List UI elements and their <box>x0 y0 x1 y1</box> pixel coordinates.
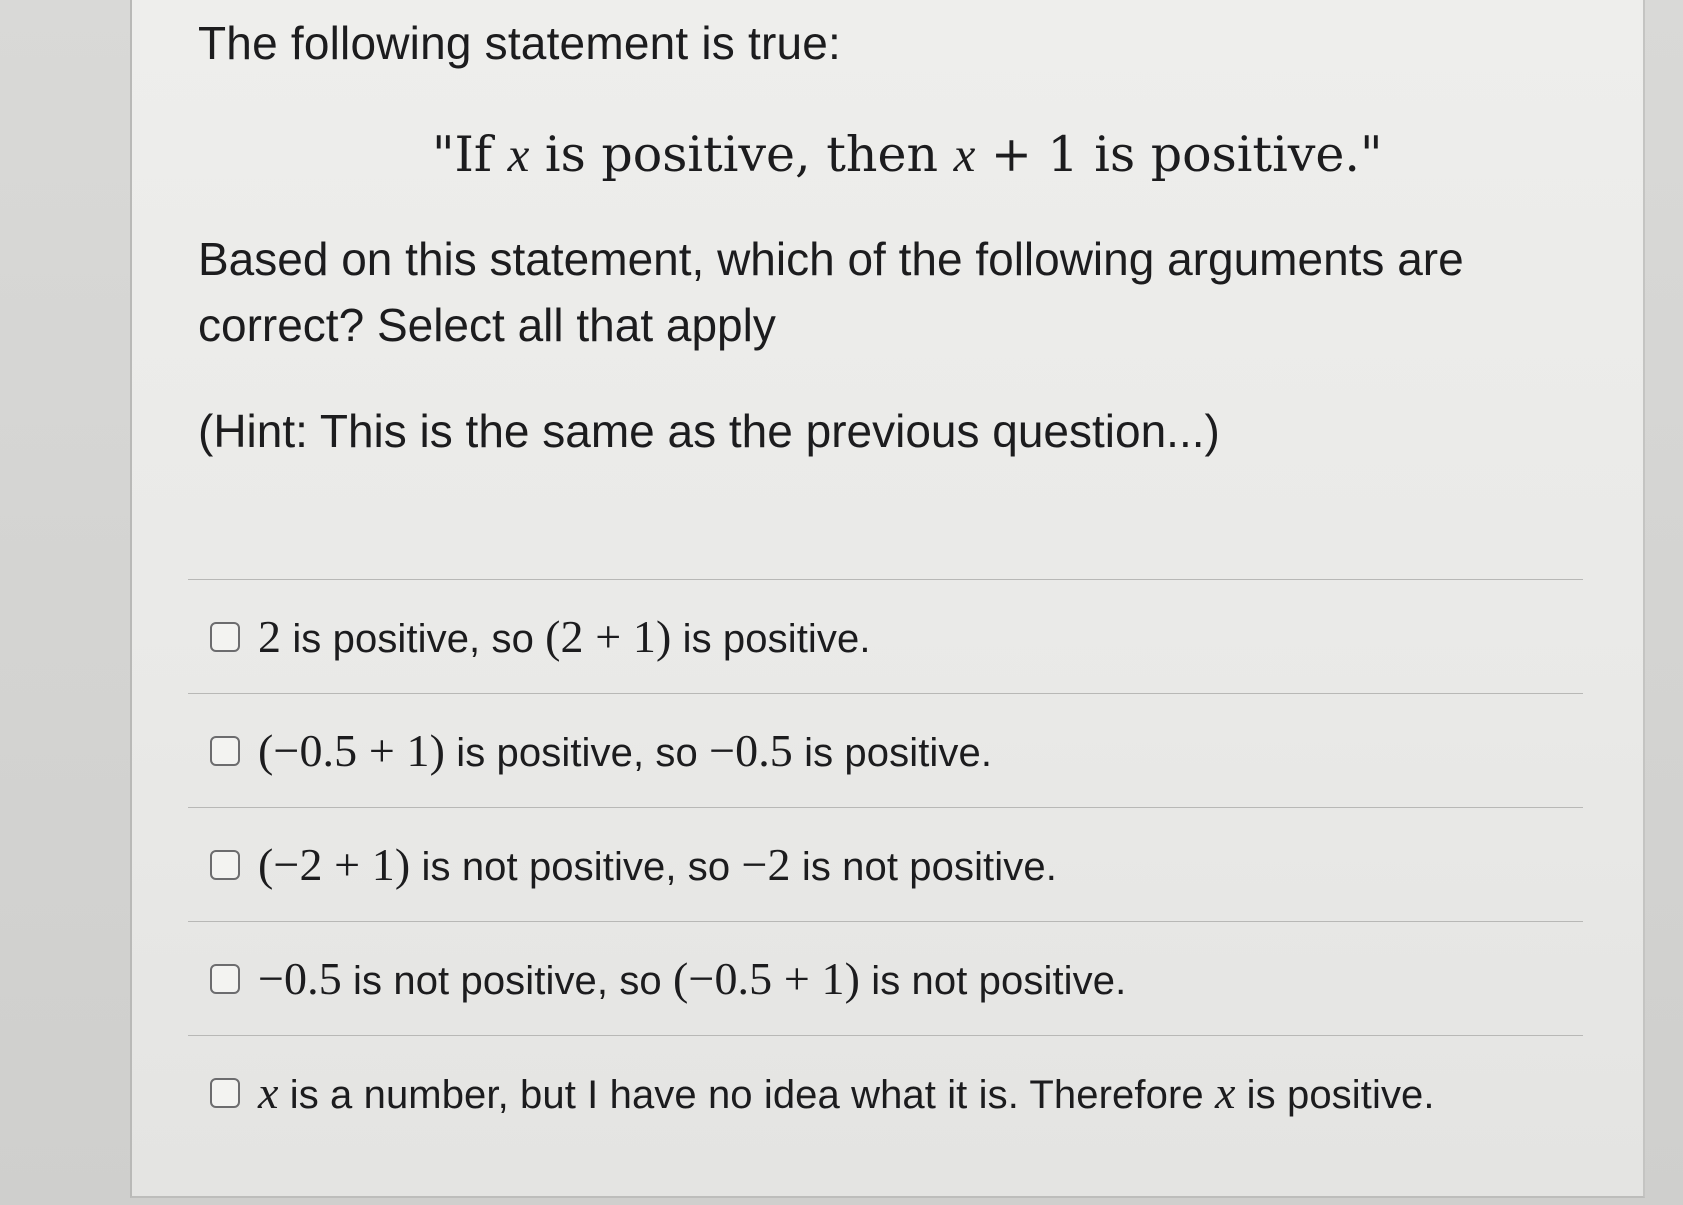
option-text: is positive. <box>671 617 871 661</box>
math-expression: (−0.5 + 1) <box>258 725 446 776</box>
option-3-checkbox[interactable] <box>210 850 240 880</box>
option-1-label[interactable] <box>258 610 871 663</box>
option-text: is positive. <box>1235 1073 1435 1117</box>
math-variable <box>1215 1067 1236 1118</box>
math-expression: (−0.5 + 1) <box>673 953 861 1004</box>
option-text: is positive, so <box>281 617 546 661</box>
option-4[interactable] <box>188 922 1588 1035</box>
math-expression: −0.5 <box>709 725 793 776</box>
option-3[interactable] <box>188 808 1588 921</box>
option-5-checkbox[interactable] <box>210 1078 240 1108</box>
statement-heading: The following statement is true: <box>198 17 842 69</box>
option-4-label[interactable] <box>258 952 1126 1005</box>
option-5[interactable] <box>188 1036 1588 1149</box>
statement-end: + 1 is positive." <box>975 126 1383 183</box>
math-expression: 2 <box>258 611 282 662</box>
option-text: is not positive. <box>790 845 1057 889</box>
statement-variable: x <box>953 127 976 182</box>
option-5-label[interactable] <box>258 1066 1435 1119</box>
math-variable: x <box>1214 1067 1236 1118</box>
option-1-checkbox[interactable] <box>210 622 240 652</box>
conditional-statement <box>432 126 1383 183</box>
option-text: is positive, so <box>445 731 710 775</box>
option-2-label[interactable] <box>258 724 992 777</box>
statement-middle: is positive, then <box>529 126 954 183</box>
math-expression: (2 + 1) <box>545 611 672 662</box>
option-3-label[interactable] <box>258 838 1057 891</box>
math-variable: x <box>258 1067 279 1118</box>
option-text: is not positive, so <box>410 845 742 889</box>
option-2[interactable] <box>188 694 1588 807</box>
option-text: is positive. <box>792 731 993 775</box>
answer-options <box>188 579 1588 1149</box>
option-4-checkbox[interactable] <box>210 964 240 994</box>
option-text: is a number, but I have no idea what it is. Therefore <box>278 1073 1215 1117</box>
math-variable <box>258 1067 279 1118</box>
math-expression: −0.5 <box>258 953 342 1004</box>
question-prompt: Based on this statement, which of the following arguments are correct? Select all that apply <box>198 233 1464 351</box>
option-text: is not positive, so <box>341 959 673 1003</box>
hint-text: (Hint: This is the same as the previous question...) <box>198 405 1220 457</box>
statement-open: "If <box>432 126 508 183</box>
math-expression: −2 <box>741 839 791 890</box>
option-text: is not positive. <box>860 959 1127 1003</box>
option-1[interactable] <box>188 580 1588 693</box>
statement-variable: x <box>507 127 530 182</box>
question-card <box>130 0 1645 1198</box>
math-expression: (−2 + 1) <box>258 839 411 890</box>
option-2-checkbox[interactable] <box>210 736 240 766</box>
